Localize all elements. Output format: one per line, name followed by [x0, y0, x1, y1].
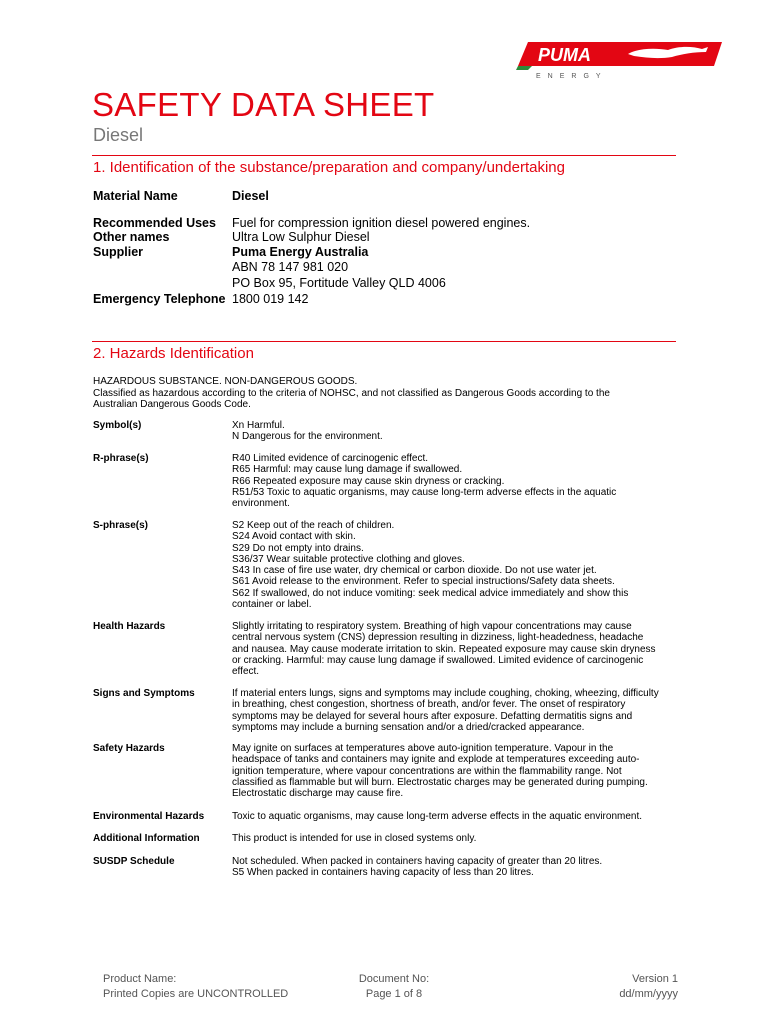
- field-label: Recommended Uses: [93, 215, 216, 230]
- hazard-label: Environmental Hazards: [93, 811, 205, 822]
- hazard-line: effect.: [232, 666, 260, 678]
- hazard-line: R66 Repeated exposure may cause skin dryness or cracking.: [232, 475, 505, 487]
- page-number: Page 1 of 8: [365, 987, 423, 1000]
- section-1-heading: 1. Identification of the substance/preparation and company/undertaking: [93, 159, 565, 176]
- intro-line: HAZARDOUS SUBSTANCE. NON-DANGEROUS GOODS.: [93, 376, 358, 387]
- emergency-telephone-row: [93, 292, 683, 307]
- material-name-row: [93, 189, 683, 204]
- hazard-label: Health Hazards: [93, 621, 166, 632]
- hazard-value: [232, 856, 683, 879]
- hazard-label: Symbol(s): [93, 420, 142, 431]
- hazard-row-symbols: [93, 420, 683, 443]
- recommended-uses-row: [93, 216, 683, 231]
- hazard-line: S62 If swallowed, do not induce vomiting: seek medical advice immediately and show this: [232, 587, 629, 599]
- hazard-classification-intro: [93, 376, 683, 411]
- hazard-line: Toxic to aquatic organisms, may cause long-term adverse effects in the aquatic environment.: [232, 811, 643, 822]
- product-subtitle: Diesel: [93, 125, 144, 145]
- hazard-line: ignition temperature, where vapour concentrations are within the flammability range. Not: [232, 765, 622, 777]
- hazard-value: [232, 520, 683, 610]
- supplier-name: Puma Energy Australia: [232, 244, 369, 259]
- hazard-value: [232, 453, 683, 509]
- section-2-heading: 2. Hazards Identification: [93, 345, 254, 362]
- other-names-row: [93, 230, 683, 245]
- hazard-row-additional-information: [93, 833, 683, 844]
- hazard-row-s-phrases: [93, 520, 683, 610]
- field-value: Ultra Low Sulphur Diesel: [232, 230, 370, 244]
- puma-energy-logo: [516, 40, 724, 82]
- hazard-line: in breathing, chest congestion, shortness of breath, and/or fever. The onset of respiratory: [232, 699, 626, 711]
- date-placeholder: dd/mm/yyyy: [619, 987, 678, 1000]
- uncontrolled-notice: Printed Copies are UNCONTROLLED: [103, 987, 289, 1000]
- hazard-line: environment.: [232, 498, 290, 510]
- hazard-value: [232, 688, 683, 733]
- hazard-value: [232, 621, 683, 677]
- hazard-line: headspace of tanks and containers may ignite and explode at temperatures exceeding auto-: [232, 754, 640, 766]
- hazard-label: R-phrase(s): [93, 453, 149, 464]
- hazard-value: [232, 420, 683, 443]
- hazard-line: S2 Keep out of the reach of children.: [232, 520, 395, 531]
- field-label: Supplier: [93, 244, 144, 259]
- hazard-line: Xn Harmful.: [232, 420, 285, 431]
- hazard-line: S43 In case of fire use water, dry chemical or carbon dioxide. Do not use water jet.: [232, 565, 597, 577]
- hazard-line: S61 Avoid release to the environment. Refer to special instructions/Safety data sheets.: [232, 576, 615, 588]
- supplier-address: PO Box 95, Fortitude Valley QLD 4006: [232, 275, 446, 290]
- hazard-line: May ignite on surfaces at temperatures above auto-ignition temperature. Vapour in the: [232, 743, 614, 754]
- intro-line: Australian Dangerous Goods Code.: [93, 399, 251, 410]
- document-title: SAFETY DATA SHEET: [92, 86, 435, 123]
- hazard-line: S29 Do not empty into drains.: [232, 542, 364, 554]
- hazard-line: N Dangerous for the environment.: [232, 431, 383, 443]
- field-label: Other names: [93, 230, 170, 244]
- hazard-row-r-phrases: [93, 453, 683, 509]
- hazard-label: Signs and Symptoms: [93, 688, 195, 699]
- supplier-row: [93, 245, 683, 291]
- hazard-line: or cracking. Harmful: may cause lung damage if swallowed. Limited evidence of carcinogenic: [232, 654, 644, 666]
- hazard-row-health-hazards: [93, 621, 683, 677]
- supplier-abn: ABN 78 147 981 020: [232, 260, 349, 274]
- svg-text:PUMA: PUMA: [538, 45, 591, 65]
- footer-center: [334, 972, 454, 1001]
- product-name-label: Product Name:: [103, 973, 177, 985]
- field-value: 1800 019 142: [232, 292, 309, 306]
- hazard-line: classified as flammable but will burn. Electrostatic charges may be generated during pumping.: [232, 776, 648, 788]
- hazard-value: [232, 811, 683, 822]
- hazard-line: Slightly irritating to respiratory system. Breathing of high vapour concentrations may cause: [232, 621, 632, 632]
- intro-line: Classified as hazardous according to the criteria of NOHSC, and not classified as Dangerous Goods according to the: [93, 387, 610, 399]
- hazard-row-susdp-schedule: [93, 856, 683, 879]
- hazard-label: S-phrase(s): [93, 520, 149, 531]
- hazard-line: container or label.: [232, 599, 312, 611]
- hazard-value: [232, 833, 683, 844]
- hazard-label: SUSDP Schedule: [93, 856, 175, 867]
- hazard-line: This product is intended for use in closed systems only.: [232, 833, 477, 844]
- hazard-line: central nervous system (CNS) depression resulting in dizziness, light-headedness, headache: [232, 632, 644, 644]
- version-label: Version 1: [632, 973, 678, 985]
- hazard-row-safety-hazards: [93, 743, 683, 799]
- field-label: Emergency Telephone: [93, 292, 226, 306]
- section-divider: [92, 341, 676, 342]
- identification-table: [93, 189, 683, 307]
- footer-right: [556, 972, 678, 1001]
- hazard-line: symptoms may include a burning sensation and/or a dried/cracked appearance.: [232, 721, 585, 733]
- hazard-line: R65 Harmful: may cause lung damage if swallowed.: [232, 464, 463, 476]
- hazard-value: [232, 743, 683, 799]
- field-value: Diesel: [232, 189, 269, 203]
- field-label: Material Name: [93, 189, 178, 203]
- field-value: Fuel for compression ignition diesel powered engines.: [232, 215, 531, 230]
- hazard-line: R40 Limited evidence of carcinogenic effect.: [232, 453, 429, 464]
- footer-left: [103, 972, 288, 1001]
- hazard-row-signs-symptoms: [93, 688, 683, 733]
- hazard-line: S36/37 Wear suitable protective clothing and gloves.: [232, 553, 465, 565]
- document-number-label: Document No:: [358, 973, 430, 985]
- hazard-line: symptoms may be delayed for several hours after exposure. Defatting dermatitis signs and: [232, 710, 633, 722]
- svg-text:ENERGY: ENERGY: [536, 73, 608, 80]
- hazard-label: Additional Information: [93, 833, 200, 844]
- hazard-line: R51/53 Toxic to aquatic organisms, may cause long-term adverse effects in the aquatic: [232, 486, 617, 498]
- hazard-line: Electrostatic discharge may cause fire.: [232, 788, 404, 800]
- hazard-line: Not scheduled. When packed in containers having capacity of greater than 20 litres.: [232, 856, 603, 867]
- section-divider: [92, 155, 676, 156]
- hazard-line: S5 When packed in containers having capacity of less than 20 litres.: [232, 867, 534, 879]
- hazard-line: and nausea. May cause moderate irritation to skin. Repeated exposure may cause skin dryness: [232, 643, 656, 655]
- field-value: [232, 245, 683, 291]
- hazard-line: S24 Avoid contact with skin.: [232, 531, 356, 543]
- hazard-line: If material enters lungs, signs and symptoms may include coughing, choking, wheezing, difficulty: [232, 688, 659, 699]
- hazard-label: Safety Hazards: [93, 743, 165, 754]
- hazard-row-environmental-hazards: [93, 811, 683, 822]
